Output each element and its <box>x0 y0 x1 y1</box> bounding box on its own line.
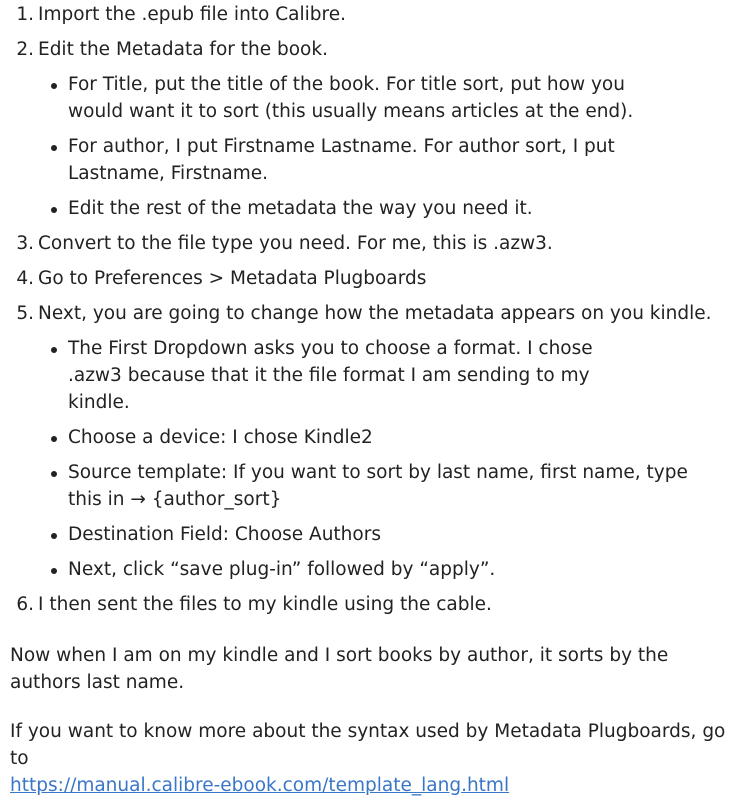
sub-item-text: Next, click “save plug-in” followed by “apply”. <box>68 559 496 580</box>
bullet-icon <box>51 83 57 89</box>
bullet-icon <box>51 471 57 477</box>
step-item <box>16 1 734 28</box>
bullet-icon <box>51 145 57 151</box>
sub-list <box>38 71 734 222</box>
sub-item <box>68 459 698 513</box>
bullet-icon <box>51 533 57 539</box>
sub-item-text: For author, I put Firstname Lastname. For author sort, I put Lastname, Firstname. <box>68 136 615 184</box>
sub-item <box>68 556 698 583</box>
sub-item-text: Choose a device: I chose Kindle2 <box>68 427 373 448</box>
sub-item <box>68 133 698 187</box>
step-text: Next, you are going to change how the metadata appears on you kindle. <box>38 303 712 324</box>
step-text: Edit the Metadata for the book. <box>38 39 328 60</box>
sub-item-text: For Title, put the title of the book. For title sort, put how you would want it to sort (this usually means articles at the end). <box>68 74 634 122</box>
document-body <box>0 1 744 799</box>
step-text: Import the .epub file into Calibre. <box>38 4 346 25</box>
sub-item <box>68 71 668 125</box>
sub-item <box>68 521 698 548</box>
sub-item-text: Destination Field: Choose Authors <box>68 524 381 545</box>
step-number: 4. <box>16 268 34 289</box>
step-number: 6. <box>16 594 34 615</box>
step-item <box>16 591 734 618</box>
sub-item <box>68 195 698 222</box>
step-item <box>16 300 734 583</box>
step-text: Convert to the file type you need. For me, this is .azw3. <box>38 233 553 254</box>
sub-item <box>68 424 698 451</box>
step-item <box>16 230 734 257</box>
paragraph <box>10 718 734 799</box>
sub-item-text: Edit the rest of the metadata the way you need it. <box>68 198 533 219</box>
sub-list <box>38 335 734 583</box>
bullet-icon <box>51 347 57 353</box>
template-lang-link[interactable]: https://manual.calibre-ebook.com/template_lang.html <box>10 775 510 796</box>
bullet-icon <box>51 436 57 442</box>
step-item <box>16 265 734 292</box>
bullet-icon <box>51 207 57 213</box>
step-number: 1. <box>16 4 34 25</box>
step-number: 5. <box>16 303 34 324</box>
step-number: 3. <box>16 233 34 254</box>
sub-item-text: Source template: If you want to sort by last name, first name, type this in → {author_sort} <box>68 462 688 510</box>
step-number: 2. <box>16 39 34 60</box>
step-item <box>16 36 734 222</box>
step-text: Go to Preferences > Metadata Plugboards <box>38 268 427 289</box>
sub-item <box>68 335 628 416</box>
step-text: I then sent the files to my kindle using the cable. <box>38 594 492 615</box>
sub-item-text: The First Dropdown asks you to choose a format. I chose .azw3 because that it the file format I am sending to my kindle. <box>68 338 593 413</box>
bullet-icon <box>51 568 57 574</box>
steps-list <box>10 1 734 618</box>
paragraph: Now when I am on my kindle and I sort books by author, it sorts by the authors last name. <box>10 645 669 693</box>
paragraph-text: If you want to know more about the syntax used by Metadata Plugboards, go to <box>10 721 726 769</box>
